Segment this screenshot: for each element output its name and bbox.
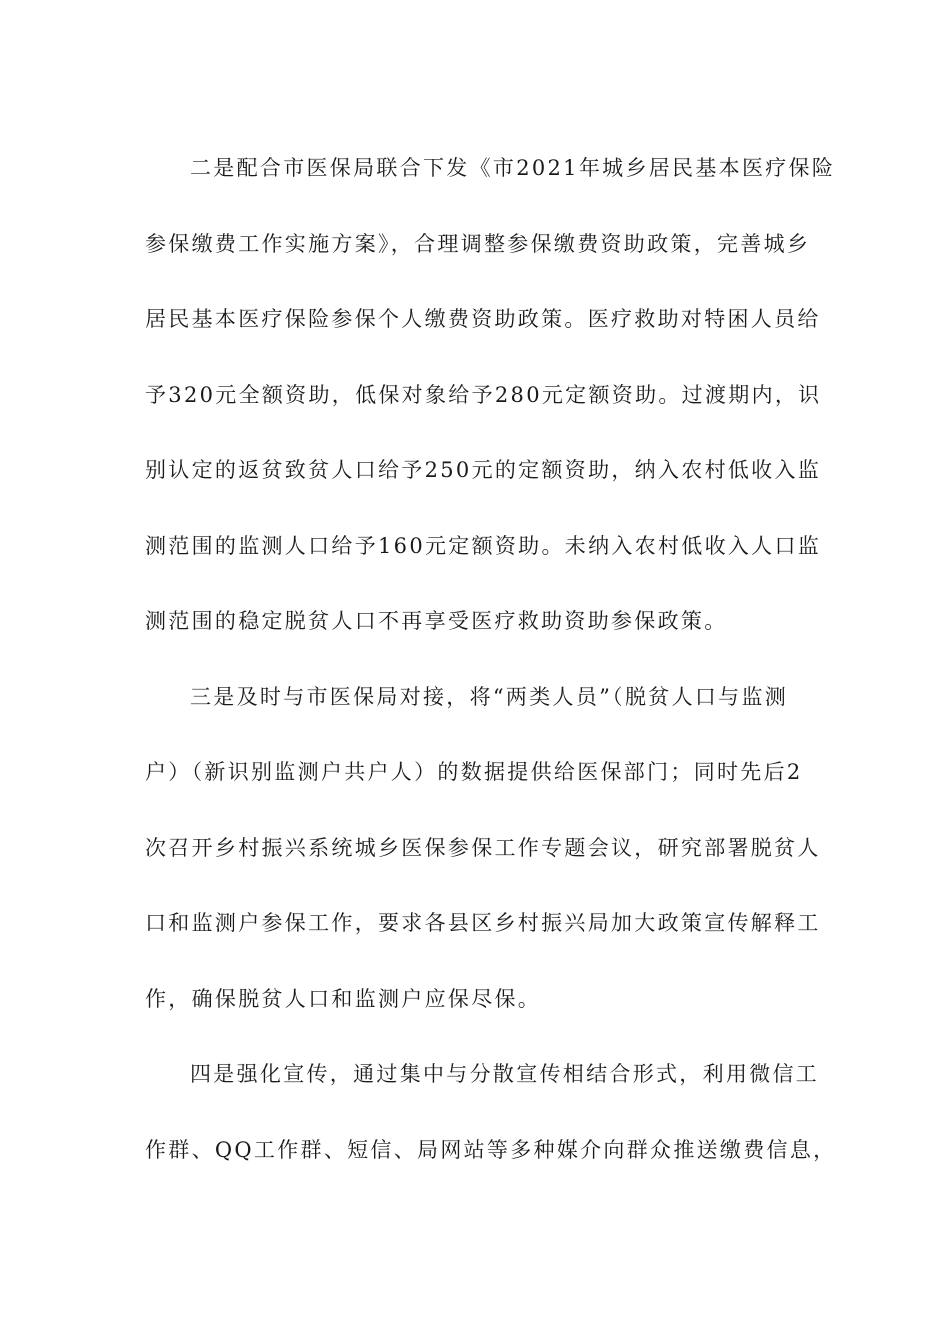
text-line: 户）（新识别监测户共户人）的数据提供给医保部门；同时先后2 (145, 760, 803, 784)
text-line: 参保缴费工作实施方案》，合理调整参保缴费资助政策，完善城乡 (145, 231, 811, 256)
text-line: 测范围的监测人口给予160元定额资助。未纳入农村低收入人口监 (145, 533, 822, 558)
text-line: 测范围的稳定脱贫人口不再享受医疗救助资助参保政策。 (145, 609, 728, 633)
paragraph-3 (145, 660, 821, 1038)
text-line: 三是及时与市医保局对接，将“两类人员”（脱贫人口与监测 (190, 684, 789, 709)
paragraph-2 (145, 131, 836, 660)
text-line: 次召开乡村振兴系统城乡医保参保工作专题会议，研究部署脱贫人 (145, 835, 821, 860)
text-line: 作群、QQ工作群、短信、局网站等多种媒介向群众推送缴费信息， (145, 1137, 837, 1162)
text-line: 居民基本医疗保险参保个人缴费资助政策。医疗救助对特困人员给 (145, 307, 821, 331)
text-line: 口和监测户参保工作，要求各县区乡村振兴局加大政策宣传解释工 (145, 911, 821, 935)
text-line: 别认定的返贫致贫人口给予250元的定额资助，纳入农村低收入监 (145, 458, 822, 482)
text-line: 四是强化宣传，通过集中与分散宣传相结合形式，利用微信工 (190, 1062, 820, 1086)
paragraph-4 (145, 1037, 837, 1188)
document-body (145, 131, 837, 1188)
text-line: 作，确保脱贫人口和监测户应保尽保。 (145, 986, 542, 1011)
text-line: 二是配合市医保局联合下发《市2021年城乡居民基本医疗保险 (190, 156, 836, 180)
text-line: 予320元全额资助，低保对象给予280元定额资助。过渡期内，识 (145, 382, 822, 407)
